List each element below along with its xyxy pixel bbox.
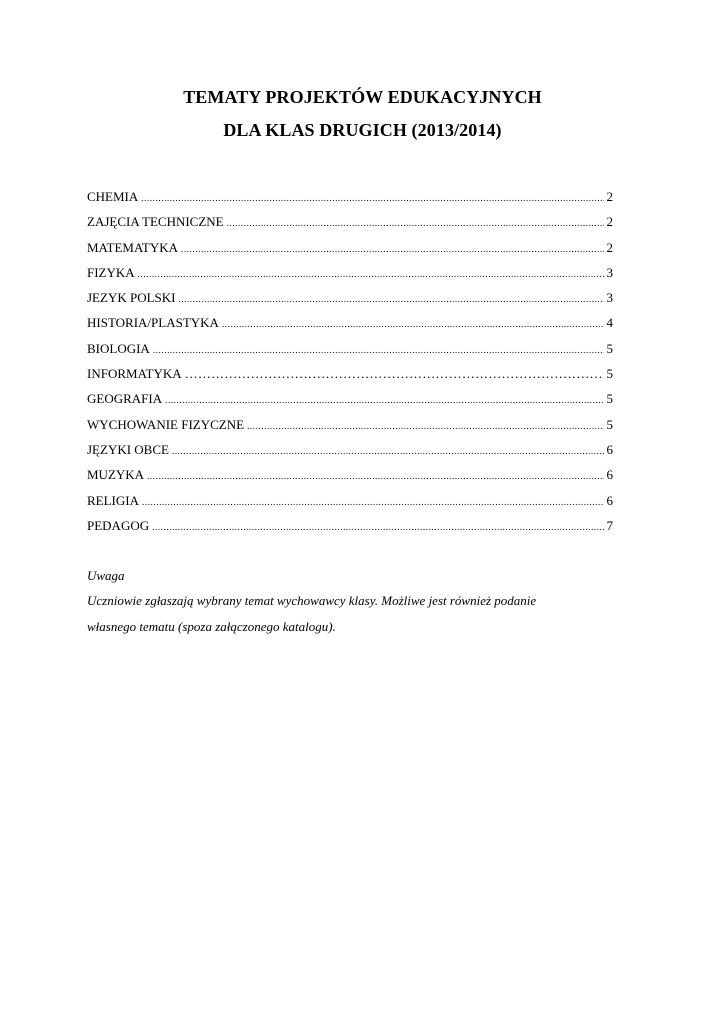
toc-entry-label: BIOLOGIA xyxy=(87,340,150,356)
toc-page-number: 2 xyxy=(606,239,613,255)
toc-entry-chemia[interactable] xyxy=(87,184,613,209)
toc-entry-label: ZAJĘCIA TECHNICZNE xyxy=(87,214,224,230)
toc-dot-leader xyxy=(165,388,603,413)
note-heading: Uwaga xyxy=(87,568,125,583)
toc-dot-leader xyxy=(152,515,603,540)
toc-entry-matematyka[interactable] xyxy=(87,235,613,260)
toc-dot-leader xyxy=(172,439,604,464)
toc-entry-label: MATEMATYKA xyxy=(87,239,178,255)
toc-page-number: 6 xyxy=(606,441,613,457)
toc-entry-label: MUZYKA xyxy=(87,467,145,483)
toc-entry-historia-plastyka[interactable] xyxy=(87,310,613,335)
document-title-line-2: DLA KLAS DRUGICH (2013/2014) xyxy=(223,120,502,140)
toc-entry-label: GEOGRAFIA xyxy=(87,391,163,407)
toc-entry-pedagog[interactable] xyxy=(87,513,613,538)
toc-entry-label: HISTORIA/PLASTYKA xyxy=(87,315,219,331)
toc-dot-leader xyxy=(222,312,604,337)
toc-page-number: 3 xyxy=(606,264,613,280)
toc-entry-geografia[interactable] xyxy=(87,386,613,411)
toc-page-number: 6 xyxy=(606,492,613,508)
toc-page-number: 5 xyxy=(606,340,613,356)
toc-entry-wychowanie-fizyczne[interactable] xyxy=(87,412,613,437)
toc-dot-leader xyxy=(153,338,604,363)
toc-page-number: 7 xyxy=(606,517,613,533)
toc-entry-jezyk-polski[interactable] xyxy=(87,285,613,310)
toc-dot-leader xyxy=(247,414,603,439)
toc-page-number: 4 xyxy=(606,315,613,331)
toc-entry-informatyka[interactable] xyxy=(87,361,613,386)
toc-entry-label: FIZYKA xyxy=(87,264,135,280)
toc-page-number: 5 xyxy=(606,416,613,432)
toc-page-number: 2 xyxy=(606,214,613,230)
note-text-line-2: własnego tematu (spoza załączonego katalogu). xyxy=(87,618,336,634)
note-text-line-1: Uczniowie zgłaszają wybrany temat wychowawcy klasy. Możliwe jest również podanie xyxy=(87,593,537,609)
toc-entry-label: JEZYK POLSKI xyxy=(87,290,176,306)
toc-page-number: 3 xyxy=(606,290,613,306)
toc-entry-label: PEDAGOG xyxy=(87,517,150,533)
toc-page-number: 5 xyxy=(606,391,613,407)
toc-entry-label: JĘZYKI OBCE xyxy=(87,441,169,457)
toc-page-number: 6 xyxy=(606,467,613,483)
toc-page-number: 5 xyxy=(606,366,613,382)
table-of-contents xyxy=(87,184,613,538)
toc-dot-leader xyxy=(138,262,604,287)
toc-dot-leader xyxy=(181,237,604,262)
toc-entry-muzyka[interactable] xyxy=(87,462,613,487)
toc-entry-religia[interactable] xyxy=(87,488,613,513)
toc-entry-label: INFORMATYKA xyxy=(87,366,182,382)
toc-page-number: 2 xyxy=(606,189,613,204)
document-title-line-1: TEMATY PROJEKTÓW EDUKACYJNYCH xyxy=(183,87,542,107)
toc-dot-leader xyxy=(227,211,604,236)
toc-entry-jezyki-obce[interactable] xyxy=(87,437,613,462)
toc-entry-label: WYCHOWANIE FIZYCZNE xyxy=(87,416,245,432)
toc-dot-leader xyxy=(178,287,603,312)
toc-dot-leader xyxy=(147,464,603,489)
toc-entry-biologia[interactable] xyxy=(87,336,613,361)
toc-entry-fizyka[interactable] xyxy=(87,260,613,285)
toc-dot-leader xyxy=(185,361,604,386)
toc-entry-zajecia-techniczne[interactable] xyxy=(87,209,613,234)
note-section xyxy=(87,563,627,639)
toc-dot-leader xyxy=(142,490,604,515)
toc-entry-label: CHEMIA xyxy=(87,189,139,204)
toc-dot-leader xyxy=(141,186,603,211)
toc-entry-label: RELIGIA xyxy=(87,492,139,508)
